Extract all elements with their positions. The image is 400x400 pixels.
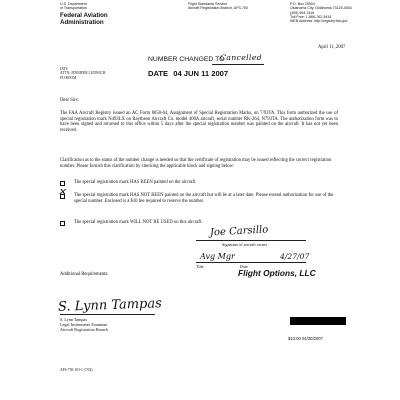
agency-line: U.S. Department [60,2,87,6]
examiner-branch: Aircraft Registration Branch [60,327,108,332]
examiner-block [60,317,108,332]
option-text-not-painted: The special registration mark HAS NOT BEEN painted on the aircraft but will be at a later date. Please extend authorization for use of the special number. Enclosed is a $10 fee required to reserve the number. [74,193,334,204]
letter-date: April 11, 2007 [318,45,346,50]
branch-block [188,2,273,11]
paragraph-clarification: Clarification as to the status of the number change is needed so that the certificate of registration may be issued reflecting the correct registration number. Please furnish this clarification by checking the applicable block and signing below: [60,158,332,169]
check-x-mark: ✕ [58,187,66,198]
faa-line: Administration [60,19,104,26]
salutation: Dear Sirs: [60,98,79,103]
branch-line: Flight Standards Service [188,2,228,6]
examiner-signature: S. Lynn Tampas [57,296,163,315]
date-label: Date [240,264,248,269]
recipient-line: PO ROOM [60,75,77,80]
title-label: Title [196,264,204,269]
fee-stamp: $10.00 04/30/2007 [288,336,323,341]
owner-date-handwriting: 4/27/07 [280,252,310,261]
signature-line [196,240,306,241]
company-handwriting: Flight Options, LLC [238,268,316,278]
redacted-block [290,317,346,325]
signature-label: Signature of aircraft owner [222,242,268,247]
faa-line: Federal Aviation [60,12,108,19]
option-checkbox-not-used[interactable] [60,221,65,226]
agency-line: of Transportation [60,6,87,11]
stamp-date-row [148,69,228,78]
additional-requirements-label: Additional Requirements: [60,272,109,277]
stamp-date-value: 04 JUN 11 2007 [173,69,229,78]
address-line: Toll Free: 1-866-762-9434 [290,14,332,19]
address-block [290,2,395,23]
title-date-line [196,262,306,263]
address-line: (405) 954-3116 [290,10,315,15]
recipient-line: IATS [60,67,68,71]
agency-name [60,2,87,11]
faa-name [60,12,108,26]
examiner-name: S. Lynn Tampas [60,317,87,322]
option-text-painted: The special registration mark HAS BEEN painted on the aircraft. [74,180,197,185]
paragraph-authorization: The FAA Aircraft Registry issued an AC Form 8050-64, Assignment of Special Registration Marks, on 7/93TA. This form authorized the use of special registration mark N493LX on Raytheon Aircraft Co. model 400A aircraft, serial number RK-264, N793TA. The authorization form was to have been signed and returned to this office within 5 days after the special registration number was painted on the aircraft. It has not yet been received. [60,111,338,133]
form-number: AFS-750-103-1 (7/04) [60,368,93,372]
recipient-line: ATTN: JENNIFER LUDWICH [60,71,106,76]
recipient-block [60,67,106,80]
examiner-title: Legal Instruments Examiner [60,322,108,327]
number-changed-stamp: NUMBER CHANGED TO [148,56,225,63]
owner-signature: Joe Carsillo [209,224,269,239]
option-checkbox-painted[interactable] [60,181,65,186]
branch-line: Aircraft Registration Branch, AFS-750 [188,6,248,11]
examiner-signature-line [60,314,155,315]
stamp-underline [212,64,264,65]
option-text-not-used: The special registration mark WILL NOT BE USED on this aircraft. [74,220,203,225]
cancelled-handwriting: Cancelled [220,53,262,62]
address-line: P.O. Box 25504 [290,2,315,6]
address-line: WEB Address: http://registry.faa.gov [290,19,348,24]
address-line: Oklahoma City, Oklahoma 73125-0504 [290,6,352,11]
owner-title-handwriting: Avg Mgr [200,252,235,261]
stamp-date-label: DATE [148,69,169,78]
